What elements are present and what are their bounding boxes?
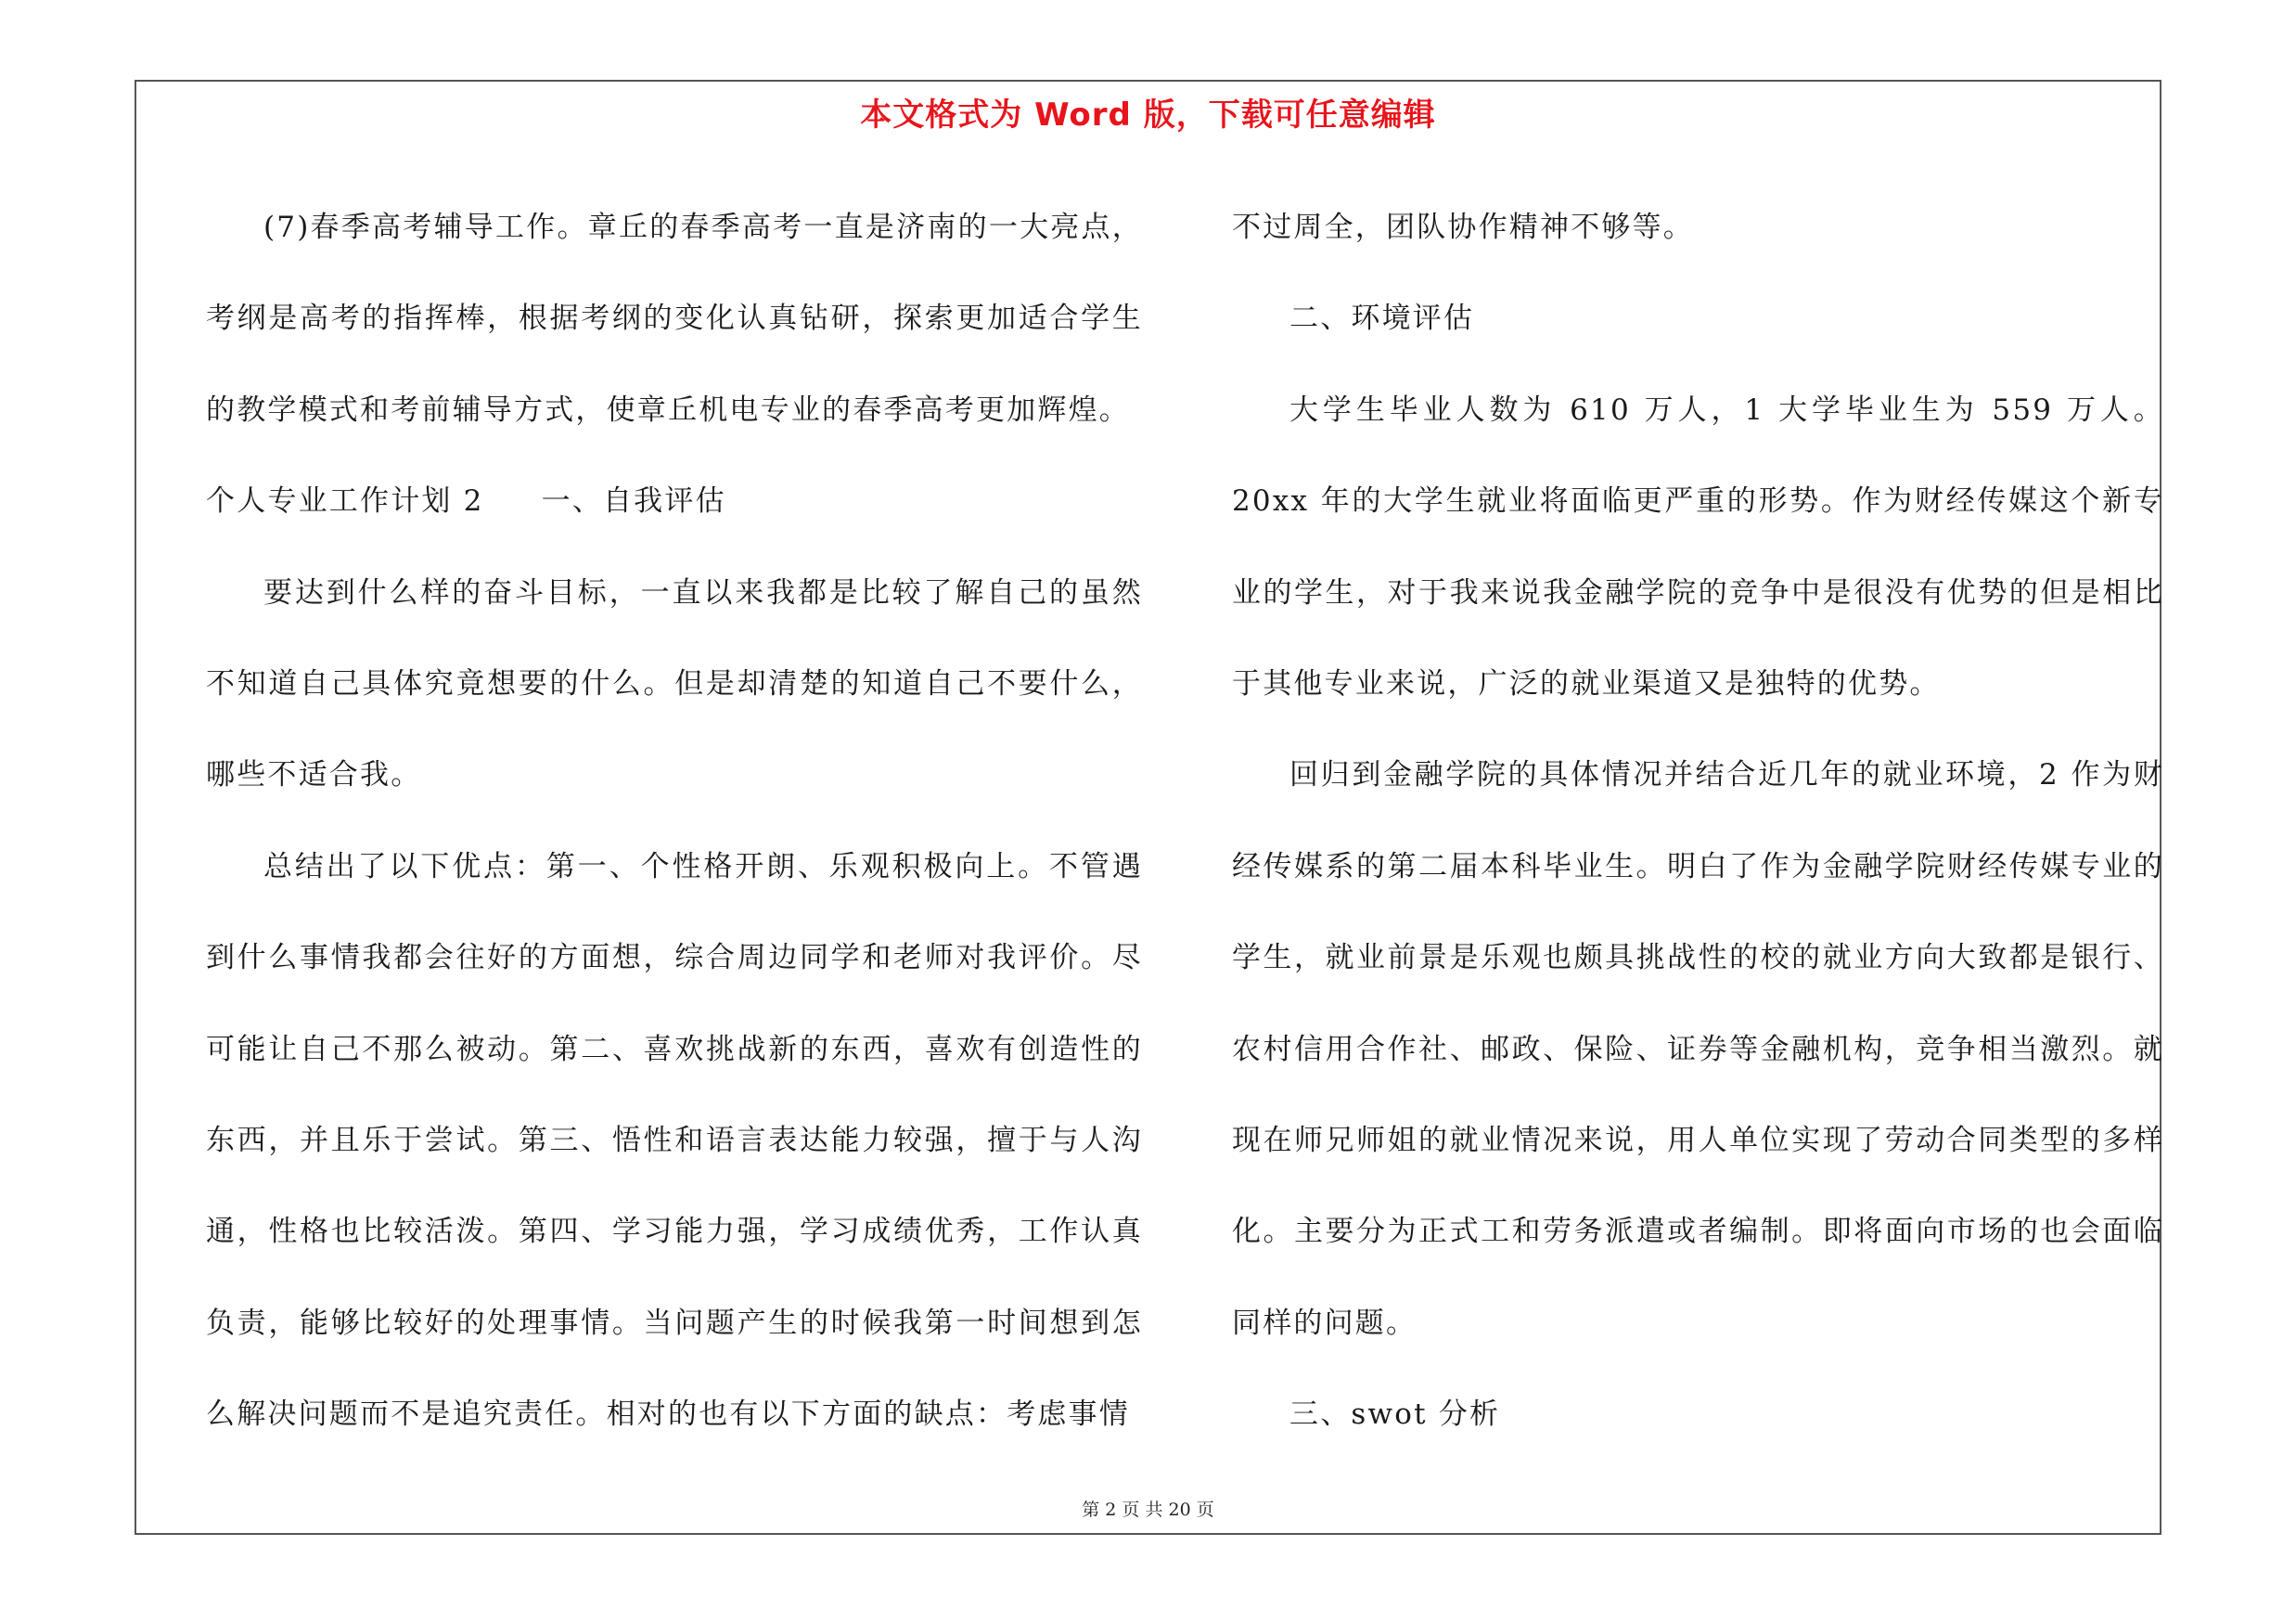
paragraph-spring-exam: (7)春季高考辅导工作。章丘的春季高考一直是济南的一大亮点，考纲是高考的指挥棒，根据考纲的变化认真钻研，探索更加适合学生的教学模式和考前辅导方式，使章丘机电专业的春季高考更加辉煌。 — [206, 211, 1143, 427]
paragraph-finance-school: 回归到金融学院的具体情况并结合近几年的就业环境，2 作为财经传媒系的第二届本科毕业生。明白了作为金融学院财经传媒专业的学生，就业前景是乐观也颇具挑战性的校的就业方向大致都是银行、农村信用合作社、邮政、保险、证券等金融机构，竞争相当激烈。就现在师兄师姐的就业情况来说，用人单位实现了劳动合同类型的多样化。主要分为正式工和劳务派遣或者编制。即将面向市场的也会面临同样的问题。 — [1232, 758, 2164, 1340]
heading-environment-assessment: 二、环境评估 — [1289, 302, 1475, 336]
paragraph-strengths: 总结出了以下优点：第一、个性格开朗、乐观积极向上。不管遇到什么事情我都会往好的方面想，综合周边同学和老师对我评价。尽可能让自己不那么被动。第二、喜欢挑战新的东西，喜欢有创造性的东西，并且乐于尝试。第三、悟性和语言表达能力较强，擅于与人沟通，性格也比较活泼。第四、学习能力强，学习成绩优秀，工作认真负责，能够比较好的处理事情。当问题产生的时候我第一时间想到怎么解决问题而不是追究责任。相对的也有以下方面的缺点：考虑事情 — [206, 849, 1143, 1432]
heading-swot-analysis: 三、swot 分析 — [1289, 1398, 1501, 1432]
plan-title: 个人专业工作计划 2 — [206, 484, 484, 519]
format-notice-banner: 本文格式为 Word 版，下载可任意编辑 — [860, 97, 1436, 134]
heading-self-assessment: 一、自我评估 — [541, 484, 726, 519]
right-column — [1232, 182, 2164, 1461]
paragraph-continuation: 不过周全，团队协作精神不够等。 — [1232, 211, 1694, 244]
left-column — [206, 182, 1143, 1461]
paragraph-goals: 要达到什么样的奋斗目标，一直以来我都是比较了解自己的虽然不知道自己具体究竟想要的什么。但是却清楚的知道自己不要什么，哪些不适合我。 — [206, 575, 1143, 792]
page-number-footer: 第 2 页 共 20 页 — [1082, 1500, 1214, 1520]
section-heading-self-assessment — [206, 456, 1143, 547]
paragraph-graduate-numbers: 大学生毕业人数为 610 万人，1 大学毕业生为 559 万人。20xx 年的大学生就业将面临更严重的形势。作为财经传媒这个新专业的学生，对于我来说我金融学院的竞争中是很没有优势的但是相比于其他专业来说，广泛的就业渠道又是独特的优势。 — [1232, 393, 2164, 702]
